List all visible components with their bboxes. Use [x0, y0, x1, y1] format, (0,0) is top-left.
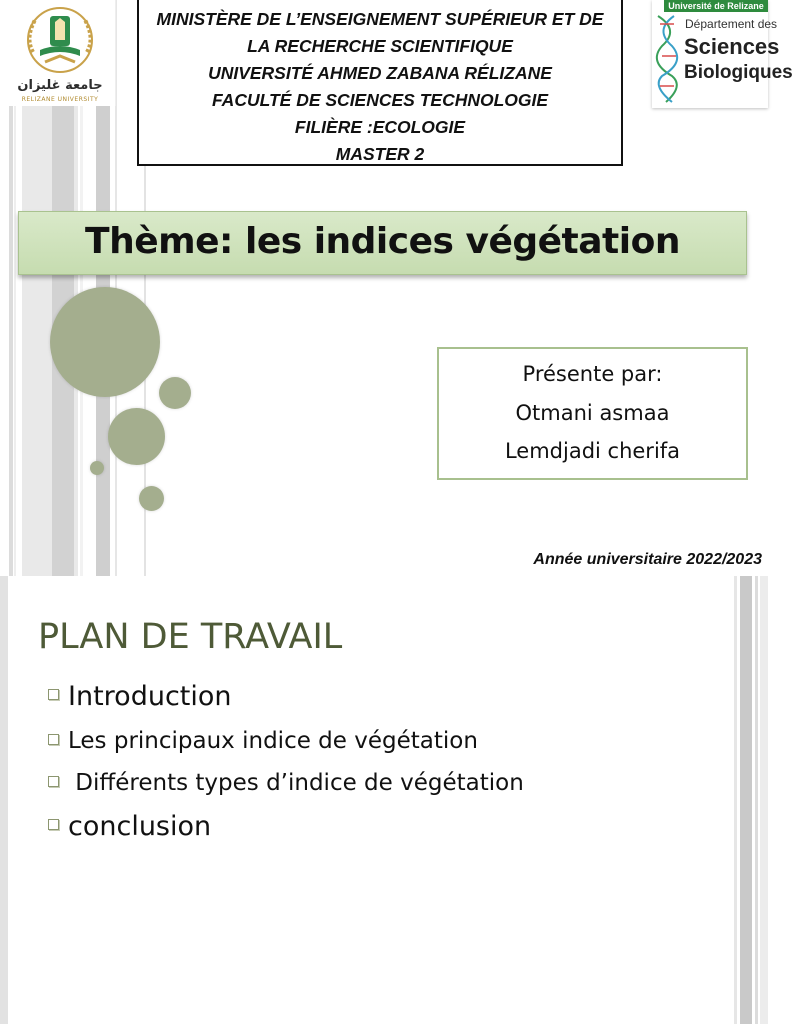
list-item-text: conclusion: [68, 811, 212, 842]
decorative-circle: [50, 287, 160, 397]
theme-title-band: [18, 211, 747, 275]
decorative-stripe: [740, 576, 752, 1024]
decorative-circle: [90, 461, 104, 475]
decorative-stripe: [0, 576, 8, 1024]
department-logo: [652, 0, 793, 108]
header-line: MINISTÈRE DE L’ENSEIGNEMENT SUPÉRIEUR ET DE: [156, 9, 604, 29]
list-item-text: Différents types d’indice de végétation: [68, 770, 524, 796]
institution-header: [137, 0, 623, 166]
presenter-name: Otmani asmaa: [515, 400, 670, 425]
department-logo-topbar: Université de Relizane: [664, 0, 768, 12]
department-logo-line1: Département des: [685, 17, 778, 31]
decorative-stripe: [734, 576, 737, 1024]
university-logo: [5, 0, 116, 106]
header-line: LA RECHERCHE SCIENTIFIQUE: [247, 36, 513, 56]
decorative-circle: [139, 486, 164, 511]
square-bullet-icon: [48, 689, 59, 700]
presenter-box: [437, 347, 748, 480]
university-emblem-icon: [5, 0, 115, 80]
dna-helix-icon: [652, 12, 686, 108]
presenter-heading: Présente par:: [522, 362, 663, 386]
academic-year: Année universitaire 2022/2023: [533, 551, 762, 568]
square-bullet-icon: [48, 776, 59, 787]
header-line: MASTER 2: [335, 144, 425, 164]
square-bullet-icon: [48, 819, 59, 830]
decorative-stripe: [760, 576, 768, 1024]
list-item-text: Les principaux indice de végétation: [68, 728, 478, 754]
plan-slide: [0, 576, 768, 1024]
theme-title: Thème: les indices végétation: [85, 221, 680, 262]
university-arabic-name: جامعة غليزان: [17, 78, 103, 93]
header-line: FACULTÉ DE SCIENCES TECHNOLOGIE: [211, 90, 549, 110]
plan-title: PLAN DE TRAVAIL: [38, 617, 343, 657]
department-logo-line2: Sciences: [684, 34, 780, 59]
presenter-name: Lemdjadi cherifa: [504, 439, 681, 463]
header-line: FILIÈRE :ECOLOGIE: [294, 117, 466, 137]
square-bullet-icon: [48, 734, 59, 745]
decorative-circle: [159, 377, 191, 409]
university-latin-name: RELIZANE UNIVERSITY: [21, 96, 99, 103]
header-line: UNIVERSITÉ AHMED ZABANA RÉLIZANE: [208, 63, 552, 83]
department-logo-line3: Biologiques: [684, 62, 793, 83]
decorative-circle: [108, 408, 165, 465]
list-item-text: Introduction: [68, 681, 232, 712]
decorative-stripe: [755, 576, 758, 1024]
